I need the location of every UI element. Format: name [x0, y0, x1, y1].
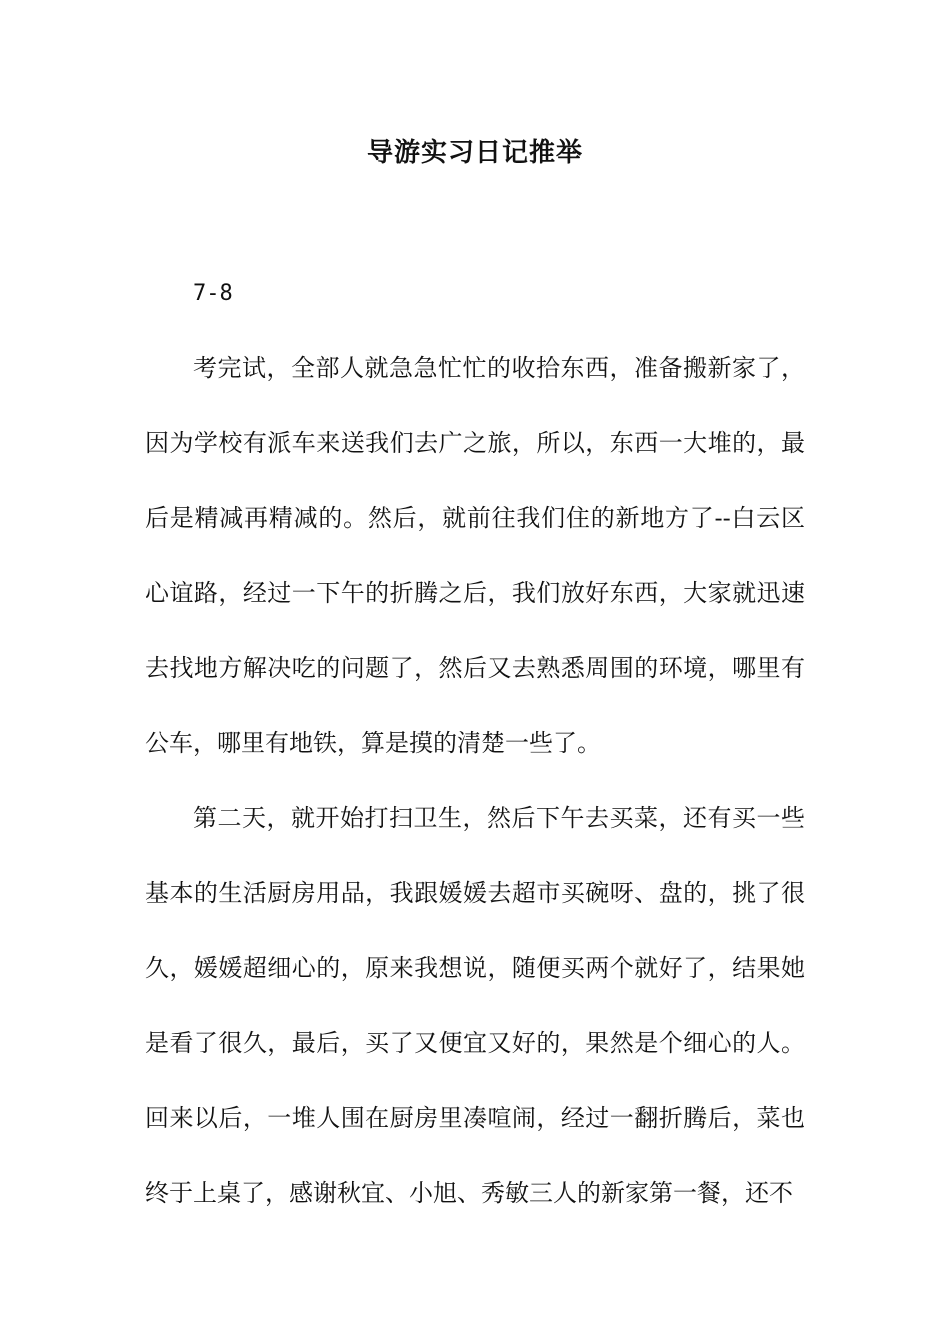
paragraph-1: 考完试，全部人就急急忙忙的收拾东西，准备搬新家了，因为学校有派车来送我们去广之旅，所以，东西一大堆的，最后是精减再精减的。然后，就前往我们住的新地方了--白云区心谊路，经过一下午的折腾之后，我们放好东西，大家就迅速去找地方解决吃的问题了，然后又去熟悉周围的环境，哪里有公车，哪里有地铁，算是摸的清楚一些了。 — [145, 354, 805, 757]
document-body — [145, 256, 805, 1231]
document-title: 导游实习日记推举 — [366, 138, 583, 168]
paragraph-2: 第二天，就开始打扫卫生，然后下午去买菜，还有买一些基本的生活厨房用品，我跟媛媛去超市买碗呀、盘的，挑了很久，媛媛超细心的，原来我想说，随便买两个就好了，结果她是看了很久，最后，买了又便宜又好的，果然是个细心的人。回来以后，一堆人围在厨房里凑喧闹，经过一翻折腾后，菜也终于上桌了，感谢秋宜、小旭、秀敏三人的新家第一餐，还不 — [145, 804, 805, 1207]
diary-date: 7-8 — [193, 281, 233, 306]
